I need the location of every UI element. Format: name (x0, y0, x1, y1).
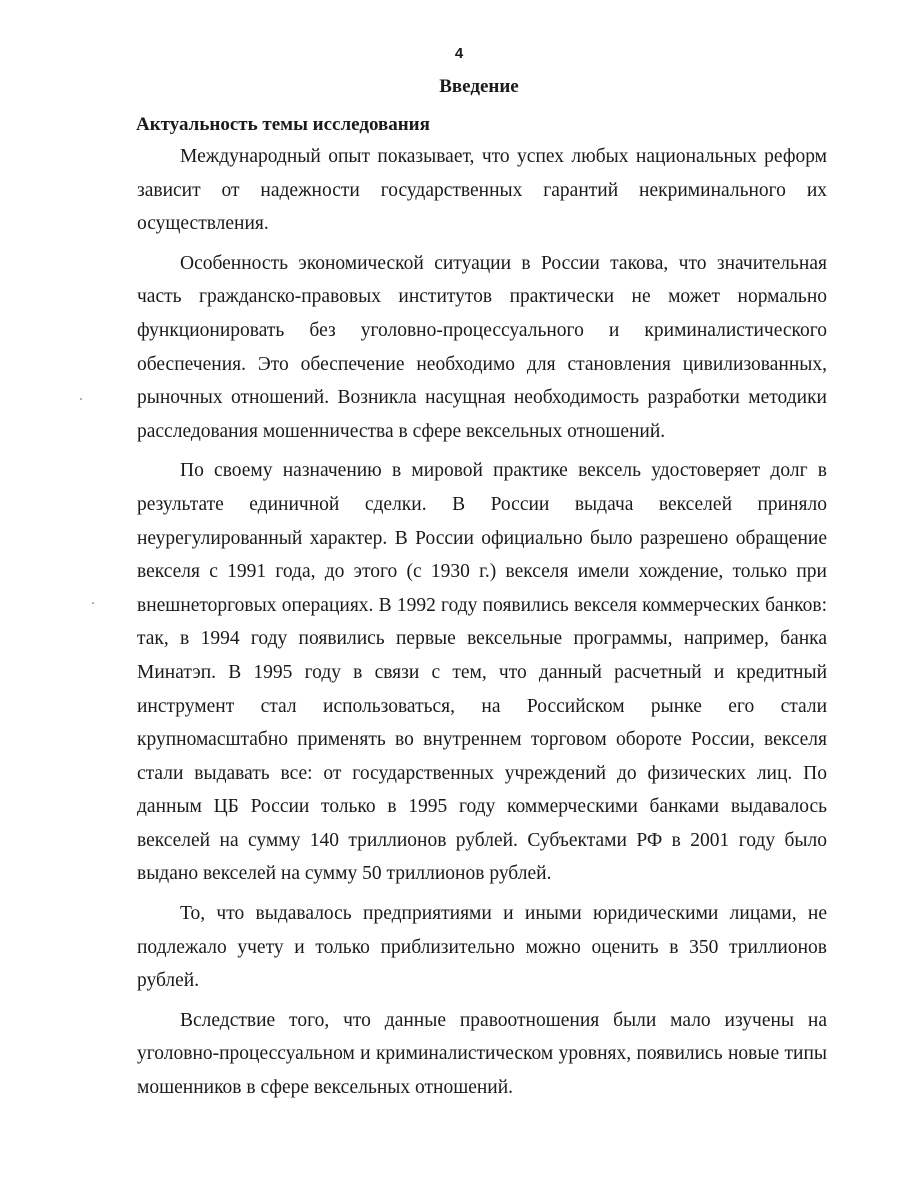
document-body (137, 140, 827, 1105)
paragraph-unaccounted-bills: То, что выдавалось предприятиями и иными юридическими лицами, не подлежало учету и только приблизительно можно оценить в 350 триллионов рублей. (137, 903, 827, 992)
paragraph-bill-history: По своему назначению в мировой практике вексель удостоверяет долг в результате единичной сделки. В России выдача векселей приняло неурегулированный характер. В России официально было разрешено обращение векселя с 1991 года, до этого (с 1930 г.) векселя имели хождение, только при внешнеторговых операциях. В 1992 году появились векселя коммерческих банков: так, в 1994 году появились первые вексельные программы, например, банка Минатэп. В 1995 году в связи с тем, что данный расчетный и кредитный инструмент стал использоваться, на Российском рынке его стали крупномасштабно применять во внутреннем торговом обороте России, векселя стали выдавать все: от государственных учреждений до физических лиц. По данным ЦБ России только в 1995 году коммерческими банками выдавалось векселей на сумму 140 триллионов рублей. Субъектами РФ в 2001 году было выдано векселей на сумму 50 триллионов рублей. (137, 460, 827, 885)
scan-speck (92, 602, 94, 604)
paragraph-new-fraud-types: Вследствие того, что данные правоотношения были мало изучены на уголовно-процессуальном и криминалистическом уровнях, появились новые типы мошенников в сфере вексельных отношений. (137, 1009, 827, 1099)
paragraph-economic-situation: Особенность экономической ситуации в России такова, что значительная часть гражданско-правовых институтов практически не может нормально функционировать без уголовно-процессуального и криминалистического обеспечения. Это обеспечение необходимо для становления цивилизованных, рыночных отношений. Возникла насущная необходимость разработки методики расследования мошенничества в сфере вексельных отношений. (137, 252, 827, 442)
paragraph-intro: Международный опыт показывает, что успех любых национальных реформ зависит от надежности государственных гарантий некриминального их осуществления. (137, 146, 827, 235)
section-heading: Актуальность темы исследования (136, 114, 430, 135)
page-number: 4 (454, 45, 464, 62)
page-title: Введение (439, 76, 519, 97)
scan-speck (80, 398, 82, 400)
